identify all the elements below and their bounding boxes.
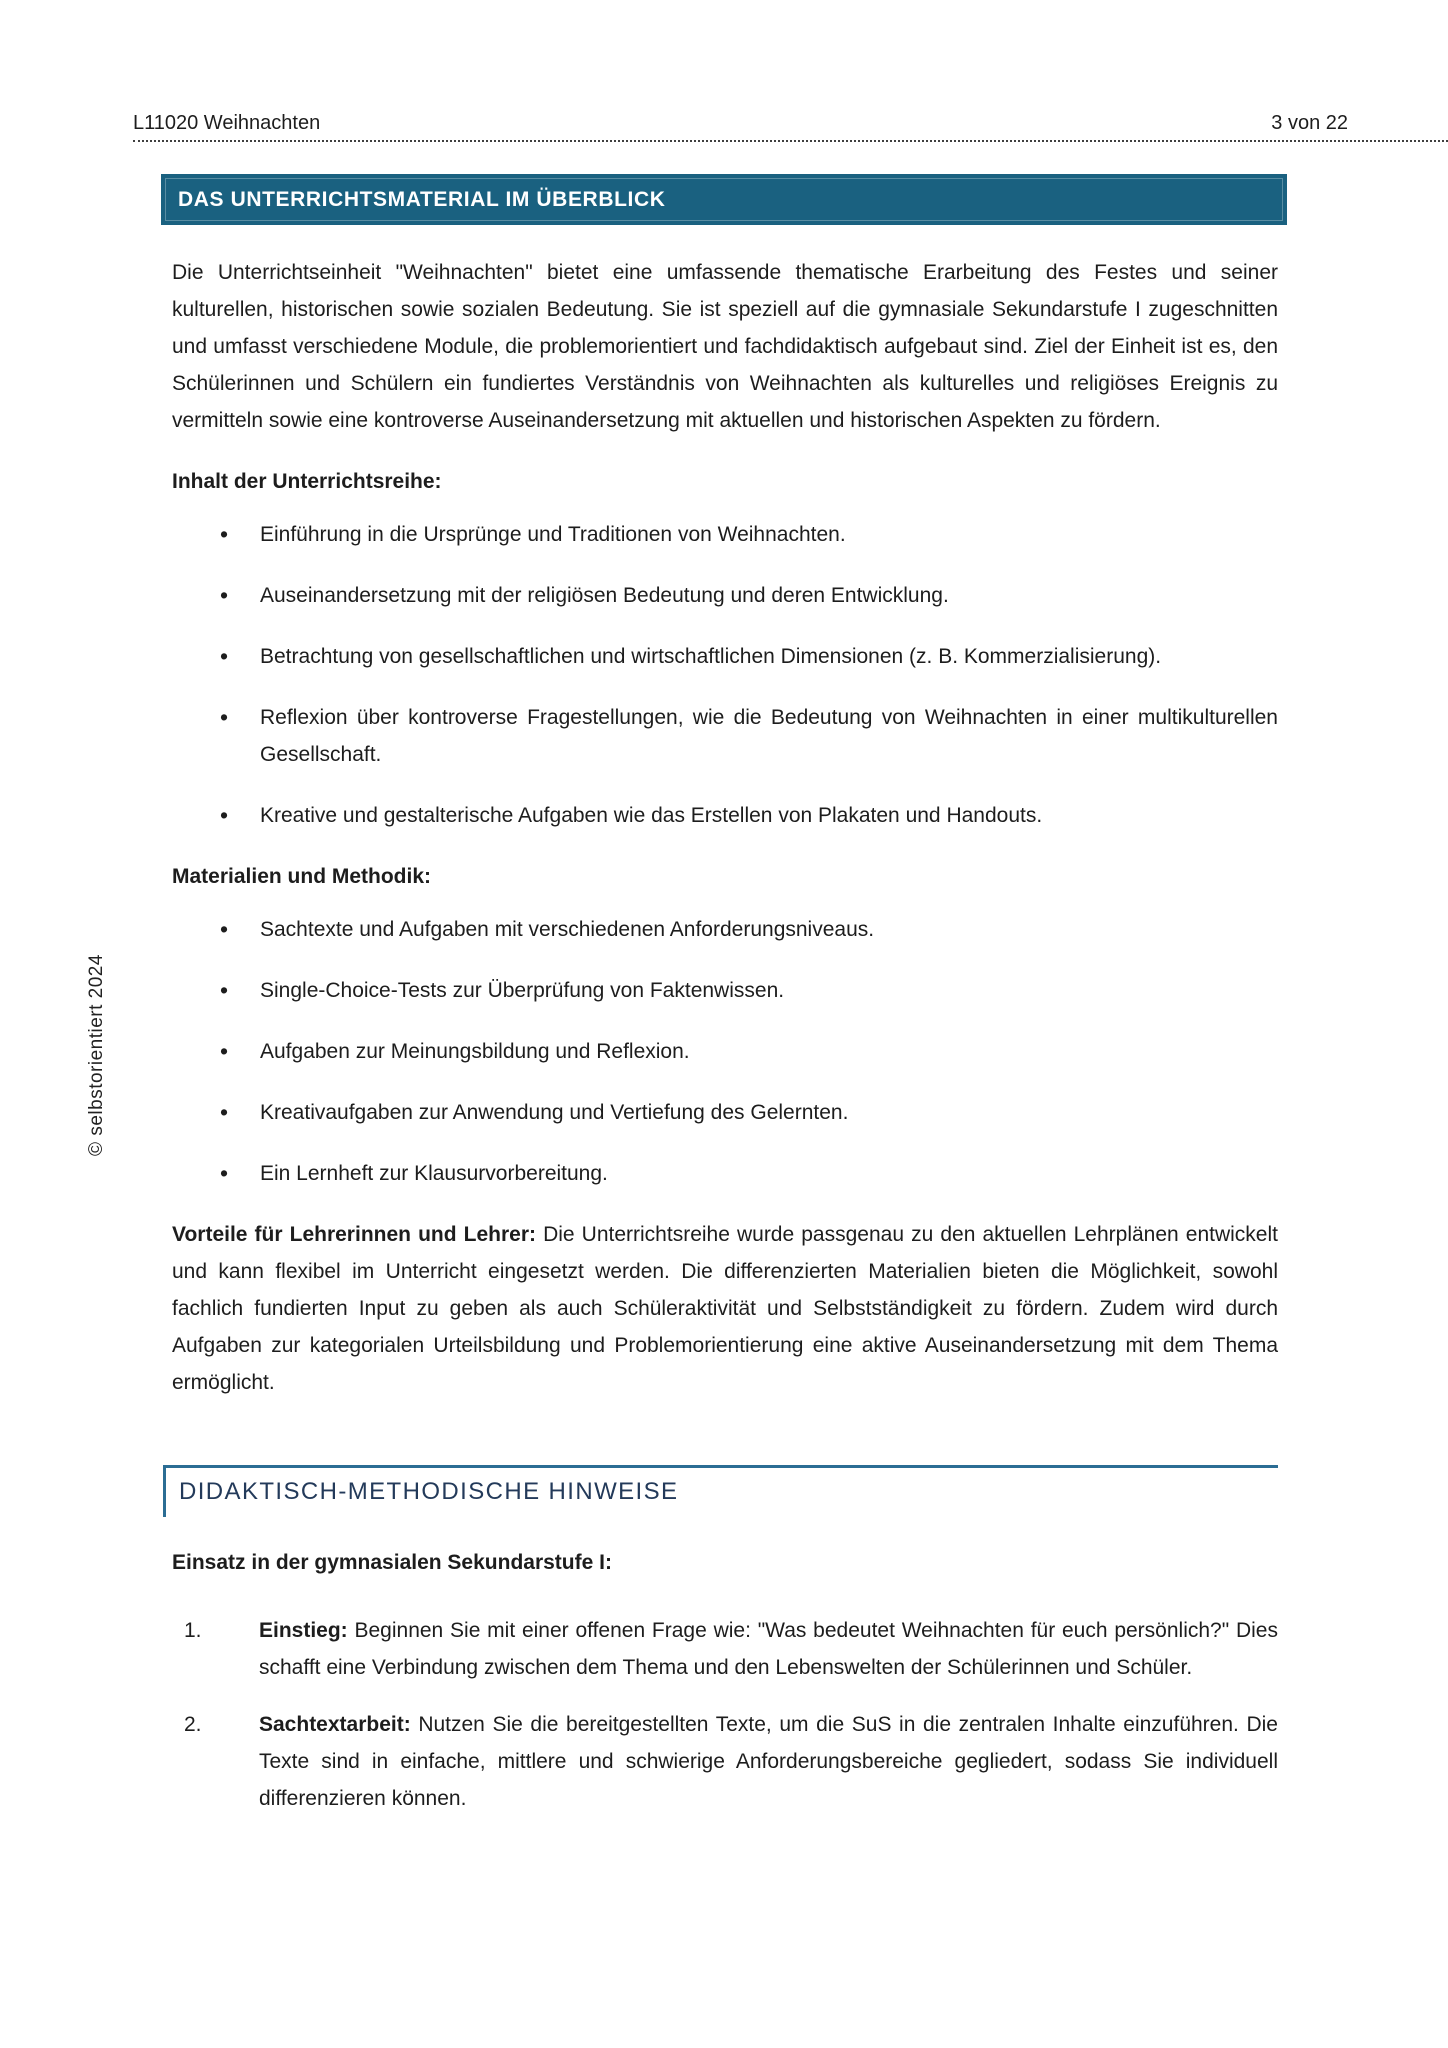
bullet-item: • Betrachtung von gesellschaftlichen und wirtschaftlichen Dimensionen (z. B. Kommerzialisierung). xyxy=(172,638,1278,675)
bullet-list-materialien xyxy=(172,911,1278,1192)
bullet-item: • Reflexion über kontroverse Fragestellungen, wie die Bedeutung von Weihnachten in einer multikulturellen Gesellschaft. xyxy=(172,699,1278,773)
bullet-item: • Sachtexte und Aufgaben mit verschiedenen Anforderungsniveaus. xyxy=(172,911,1278,948)
benefits-text: Die Unterrichtsreihe wurde passgenau zu den aktuellen Lehrplänen entwickelt und kann flexibel im Unterricht eingesetzt werden. Die differenzierten Materialien bieten die Möglichkeit, sowohl fachlich fundierten Input zu geben als auch Schüleraktivität und Selbstständigkeit zu fördern. Zudem wird durch Aufgaben zur kategorialen Urteilsbildung und Problemorientierung eine aktive Auseinandersetzung mit dem Thema ermöglicht. xyxy=(172,1223,1278,1394)
heading-materialien: Materialien und Methodik: xyxy=(172,865,432,888)
item-lead: Sachtextarbeit: xyxy=(259,1713,411,1736)
intro-paragraph: Die Unterrichtseinheit "Weihnachten" bietet eine umfassende thematische Erarbeitung des Festes und seiner kulturellen, historischen sowie sozialen Bedeutung. Sie ist speziell auf die gymnasiale Sekundarstufe I zugeschnitten und umfasst verschiedene Module, die problemorientiert und fachdidaktisch aufgebaut sind. Ziel der Einheit ist es, den Schülerinnen und Schülern ein fundiertes Verständnis von Weihnachten als kulturelles und religiöses Ereignis zu vermitteln sowie eine kontroverse Auseinandersetzung mit aktuellen und historischen Aspekten zu fördern. xyxy=(172,261,1278,432)
copyright-vertical-text: © selbstorientiert 2024 xyxy=(86,954,107,1156)
didaktik-heading: DIDAKTISCH-METHODISCHE HINWEISE xyxy=(179,1478,679,1505)
section-banner xyxy=(161,174,1287,225)
item-text: Nutzen Sie die bereitgestellten Texte, um die SuS in die zentralen Inhalte einzuführen. Die Texte sind in einfache, mittlere und schwierige Anforderungsbereiche gegliedert, sodass Sie individuell differenzieren können. xyxy=(259,1713,1278,1810)
item-number: 2. xyxy=(184,1713,202,1736)
banner-title: DAS UNTERRICHTSMATERIAL IM ÜBERBLICK xyxy=(178,188,666,211)
header-rule xyxy=(133,140,1448,142)
header-doc-code: L11020 Weihnachten xyxy=(133,112,321,134)
item-text: Beginnen Sie mit einer offenen Frage wie: "Was bedeutet Weihnachten für euch persönlich?" Dies schafft eine Verbindung zwischen dem Thema und den Lebenswelten der Schülerinnen und Schüler. xyxy=(259,1619,1278,1679)
heading-einsatz: Einsatz in der gymnasialen Sekundarstufe I: xyxy=(172,1551,612,1574)
numbered-list xyxy=(172,1612,1278,1817)
bullet-item: • Single-Choice-Tests zur Überprüfung von Faktenwissen. xyxy=(172,972,1278,1009)
page-body xyxy=(161,174,1287,1837)
bullet-item: • Auseinandersetzung mit der religiösen Bedeutung und deren Entwicklung. xyxy=(172,577,1278,614)
bullet-item: • Ein Lernheft zur Klausurvorbereitung. xyxy=(172,1155,1278,1192)
bullet-item: • Kreative und gestalterische Aufgaben wie das Erstellen von Plakaten und Handouts. xyxy=(172,797,1278,834)
benefits-lead: Vorteile für Lehrerinnen und Lehrer: xyxy=(172,1223,536,1246)
item-number: 1. xyxy=(184,1619,202,1642)
bullet-item: • Einführung in die Ursprünge und Traditionen von Weihnachten. xyxy=(172,516,1278,553)
bullet-item: • Kreativaufgaben zur Anwendung und Vertiefung des Gelernten. xyxy=(172,1094,1278,1131)
didaktik-heading-box xyxy=(163,1465,1278,1517)
benefits-paragraph xyxy=(172,1216,1278,1401)
bullet-list-inhalt xyxy=(172,516,1278,834)
item-lead: Einstieg: xyxy=(259,1619,348,1642)
header-page-number: 3 von 22 xyxy=(1271,112,1348,134)
heading-inhalt: Inhalt der Unterrichtsreihe: xyxy=(172,470,442,493)
bullet-item: • Aufgaben zur Meinungsbildung und Reflexion. xyxy=(172,1033,1278,1070)
numbered-item xyxy=(172,1706,1278,1817)
numbered-item xyxy=(172,1612,1278,1686)
